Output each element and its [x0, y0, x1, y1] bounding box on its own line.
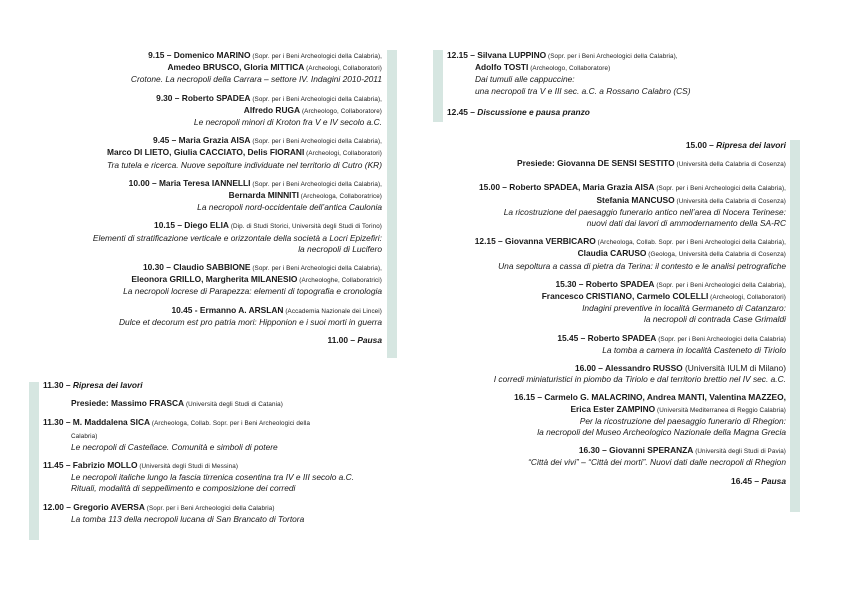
entry-line [60, 160, 382, 171]
speaker-text: 11.30 – [43, 380, 73, 390]
schedule-entry [43, 380, 383, 391]
talk-title: La necropoli nord-occidentale dell’antica Caulonia [197, 202, 382, 213]
affiliation-text: (Dip. di Studi Storici, Università degli Studi di Torino) [228, 223, 382, 231]
affiliation-text: (Università degli Studi di Messina) [137, 463, 239, 471]
talk-title: nuovi dati dai lavori di ammodernamento della SA-RC [586, 218, 786, 229]
entry-line [420, 333, 786, 345]
entry-line [60, 117, 382, 128]
talk-title: la necropoli del Museo Archeologico Nazionale della Magna Grecia [537, 427, 786, 438]
schedule-entry [60, 178, 382, 214]
affiliation-text: (Università della Calabria di Cosenza) [674, 161, 786, 169]
entry-line [60, 147, 382, 159]
entry-line [420, 404, 786, 416]
affiliation-text: (Sopr. per i Beni Archeologici della Calabria), [250, 138, 382, 146]
entry-line [420, 457, 786, 468]
entry-line [60, 244, 382, 255]
entry-line [447, 50, 787, 62]
schedule-entry [420, 333, 786, 356]
entry-line [60, 274, 382, 286]
session-text: Ripresa dei lavori [716, 140, 786, 150]
talk-title: la necropoli di Lucifero [298, 243, 382, 254]
speaker-text: 12.00 – Gregorio AVERSA [43, 501, 145, 512]
talk-title: Indagini preventive in località Germaneto di Catanzaro: [582, 303, 786, 314]
schedule-entry [43, 460, 383, 495]
affiliation-text: (Sopr. per i Beni Archeologici della Calabria), [250, 53, 382, 60]
entry-line [60, 178, 382, 190]
speaker-text: 10.45 - Ermanno A. ARSLAN [171, 304, 284, 315]
schedule-entry [60, 262, 382, 298]
entry-line [420, 392, 786, 403]
talk-title: La tomba 113 della necropoli lucana di San Brancato di Tortora [71, 513, 305, 524]
talk-title: Una sepoltura a cassa di pietra da Terina: il contesto e le analisi petrografiche [498, 260, 786, 271]
speaker-text: 12.15 – Giovanna VERBICARO [474, 236, 596, 247]
speaker-text: 11.00 – [327, 335, 358, 346]
affiliation-text: (Sopr. per i Beni Archeologici della Calabria), [250, 265, 382, 273]
schedule-entry [420, 476, 786, 487]
entry-line [420, 236, 786, 248]
entry-line [43, 472, 383, 483]
session-text: Pausa [761, 475, 786, 486]
accent-bar-right-top [433, 50, 443, 122]
session-text: Ripresa dei lavori [72, 380, 143, 390]
affiliation-text: (Archeologo, Collaboratore) [300, 107, 382, 115]
schedule-entry [447, 107, 787, 118]
entry-line [420, 291, 786, 303]
entry-line [420, 158, 786, 170]
affiliation-text: (Archeologi, Collaboratori) [304, 150, 382, 158]
talk-title: Dai tumuli alle cappuccine: [475, 74, 575, 85]
speaker-text: Francesco CRISTIANO, Carmelo COLELLI [541, 291, 709, 302]
schedule-entry [60, 50, 382, 86]
talk-title: La ricostruzione del paesaggio funerario antico nell’area di Nocera Terinese: [503, 206, 786, 217]
schedule-right-top [447, 50, 787, 125]
entry-line [43, 380, 383, 391]
speaker-text: Adolfo TOSTI [475, 62, 529, 73]
speaker-text: Claudia CARUSO [577, 248, 647, 259]
entry-line [420, 445, 786, 457]
entry-line [420, 416, 786, 427]
entry-line [420, 140, 786, 151]
affiliation-text: (Accademia Nazionale dei Lincei) [283, 307, 382, 315]
entry-line [447, 62, 787, 74]
entry-line [60, 220, 382, 232]
speaker-text: 9.45 – Maria Grazia AISA [153, 135, 251, 146]
entry-line [420, 314, 786, 325]
affiliation-text: (Geologa, Università della Calabria di Cosenza) [646, 251, 786, 259]
entry-line [420, 363, 786, 374]
entry-line [420, 427, 786, 438]
talk-title: la necropoli di contrada Case Grimaldi [644, 314, 786, 325]
entry-line [60, 105, 382, 117]
talk-title: Tra tutela e ricerca. Nuove sepolture individuate nel territorio di Cutro (KR) [107, 159, 382, 170]
talk-title: Rituali, modalità di seppellimento e composizione dei corredi [71, 483, 296, 494]
speaker-text: 9.30 – Roberto SPADEA [156, 92, 251, 103]
talk-title: Le necropoli di Castellace. Comunità e simboli di potere [71, 441, 278, 452]
schedule-entry [60, 305, 382, 328]
entry-line [43, 442, 383, 453]
entry-line [43, 483, 383, 494]
entry-line [447, 107, 787, 118]
entry-line [43, 430, 383, 442]
affiliation-text: (Archeologi, Collaboratori) [304, 65, 382, 73]
affiliation-text: (Sopr. per i Beni Archeologici della Calabria), [654, 281, 786, 289]
speaker-text: 12.15 – Silvana LUPPINO [447, 50, 547, 60]
speaker-text: 10.30 – Claudio SABBIONE [142, 262, 251, 273]
affiliation-text: (Sopr. per i Beni Archeologici della Calabria), [250, 180, 382, 188]
entry-line [60, 135, 382, 147]
schedule-entry [420, 140, 786, 151]
speaker-text: 12.45 – [447, 106, 478, 117]
entry-line [420, 195, 786, 207]
entry-line [447, 74, 787, 85]
speaker-text: 16.00 – Alessandro RUSSO [574, 363, 683, 374]
entry-line [60, 93, 382, 105]
entry-line [420, 218, 786, 229]
entry-line [420, 207, 786, 218]
affiliation-text: (Archeologa, Collab. Sopr. per i Beni Archeologici della Calabria), [595, 239, 786, 247]
entry-line [60, 190, 382, 202]
schedule-entry [420, 445, 786, 468]
talk-title: Le necropoli italiche lungo la fascia tirrenica cosentina tra IV e III secolo a.C. [71, 472, 355, 483]
affiliation-text: (Università IULM di Milano) [682, 363, 786, 374]
affiliation-text: (Sopr. per i Beni Archeologici della Calabria) [656, 335, 786, 343]
affiliation-text: (Sopr. per i Beni Archeologici della Calabria), [654, 185, 786, 193]
entry-line [43, 460, 383, 472]
speaker-text: 10.00 – Maria Teresa IANNELLI [128, 177, 251, 188]
entry-line [420, 345, 786, 356]
speaker-text: 16.45 – [731, 475, 762, 486]
schedule-right-bottom [420, 140, 786, 494]
accent-bar-left-top [387, 50, 397, 358]
affiliation-text: Calabria) [71, 432, 98, 440]
schedule-entry [420, 279, 786, 326]
speaker-text: 10.15 – Diego ELIA [154, 220, 229, 231]
speaker-text: Stefania MANCUSO [596, 194, 675, 205]
accent-bar-left-bottom [29, 382, 39, 540]
entry-line [60, 305, 382, 317]
affiliation-text: (Archeologo, Collaboratore) [528, 65, 611, 73]
schedule-entry [420, 236, 786, 272]
entry-line [60, 202, 382, 213]
speaker-text: Bernarda MINNITI [228, 190, 299, 201]
schedule-entry [420, 182, 786, 229]
schedule-left-top [60, 50, 382, 353]
speaker-text: Marco DI LIETO, Giulia CACCIATO, Delis FIORANI [106, 147, 305, 158]
schedule-entry [420, 392, 786, 438]
entry-line [447, 86, 787, 97]
affiliation-text: (Università della Calabria di Cosenza) [674, 197, 786, 205]
accent-bar-right-bottom [790, 140, 800, 512]
speaker-text: 9.15 – Domenico MARINO [148, 50, 251, 60]
entry-line [420, 476, 786, 487]
entry-line [60, 62, 382, 74]
entry-line [420, 261, 786, 272]
affiliation-text: (Università degli Studi di Pavia) [693, 448, 786, 456]
schedule-entry [60, 335, 382, 346]
schedule-entry [60, 135, 382, 171]
speaker-text: Alfredo RUGA [243, 104, 301, 115]
affiliation-text: (Archeologi, Collaboratori) [708, 294, 786, 302]
entry-line [60, 50, 382, 62]
session-text: Discussione e pausa pranzo [477, 106, 590, 117]
schedule-entry [420, 158, 786, 170]
affiliation-text: (Sopr. per i Beni Archeologici della Calabria), [250, 95, 382, 103]
affiliation-text: (Sopr. per i Beni Archeologici della Calabria), [546, 53, 678, 60]
entry-line [60, 286, 382, 297]
speaker-text: 11.30 – M. Maddalena SICA [43, 417, 151, 428]
speaker-text: Eleonora GRILLO, Margherita MILANESIO [131, 274, 298, 285]
entry-line [420, 182, 786, 194]
entry-line [420, 248, 786, 260]
talk-title: La tomba a camera in località Casteneto di Tiriolo [602, 344, 786, 355]
affiliation-text: (Archeologhe, Collaboratrici) [297, 277, 382, 285]
affiliation-text: (Sopr. per i Beni Archeologici della Calabria) [144, 504, 275, 512]
speaker-text: 11.45 – Fabrizio MOLLO [43, 460, 138, 471]
entry-line [43, 514, 383, 525]
schedule-entry [60, 220, 382, 255]
entry-line [43, 417, 383, 429]
speaker-text: 15.45 – Roberto SPADEA [557, 332, 657, 343]
entry-line [60, 317, 382, 328]
entry-line [60, 233, 382, 244]
talk-title: una necropoli tra V e III sec. a.C. a Rossano Calabro (CS) [475, 85, 691, 96]
schedule-entry [43, 417, 383, 453]
speaker-text: 15.00 – Roberto SPADEA, Maria Grazia AISA [479, 182, 655, 193]
speaker-text: 15.30 – Roberto SPADEA [555, 278, 655, 289]
talk-title: Crotone. La necropoli della Carrara – settore IV. Indagini 2010-2011 [130, 74, 382, 85]
affiliation-text: (Archeologa, Collab. Sopr. per i Beni Archeologici della [150, 420, 311, 428]
talk-title: Per la ricostruzione del paesaggio funerario di Rhegion: [579, 415, 786, 426]
speaker-text: Amedeo BRUSCO, Gloria MITTICA [167, 62, 305, 73]
entry-line [43, 502, 383, 514]
talk-title: Le necropoli minori di Kroton fra V e IV secolo a.C. [193, 117, 382, 128]
schedule-entry [60, 93, 382, 129]
affiliation-text: (Archeologa, Collaboratrice) [298, 193, 382, 201]
speaker-text: 16.30 – Giovanni SPERANZA [578, 445, 694, 456]
entry-line [420, 374, 786, 385]
talk-title: La necropoli locrese di Parapezza: elementi di topografia e cronologia [123, 286, 382, 297]
session-text: Pausa [357, 335, 382, 346]
affiliation-text: (Università Mediterranea di Reggio Calabria) [655, 406, 786, 414]
entry-line [420, 279, 786, 291]
schedule-left-bottom [43, 380, 383, 532]
talk-title: “Città dei vivi” – “Città dei morti”. Nuovi dati dalle necropoli di Rhegion [528, 457, 786, 468]
schedule-entry [447, 50, 787, 97]
schedule-entry [43, 502, 383, 525]
talk-title: I corredi miniaturistici in piombo da Tiriolo e dal territorio brettio nel IV sec. a.C. [493, 374, 786, 385]
entry-line [71, 398, 383, 410]
schedule-entry [43, 398, 383, 410]
speaker-text: 16.15 – Carmelo G. MALACRINO, Andrea MANTI, Valentina MAZZEO, [514, 392, 786, 403]
entry-line [60, 262, 382, 274]
entry-line [60, 74, 382, 85]
speaker-text: Presiede: Giovanna DE SENSI SESTITO [517, 158, 675, 169]
entry-line [60, 335, 382, 346]
speaker-text: 15.00 – [685, 140, 717, 150]
affiliation-text: (Università degli Studi di Catania) [184, 401, 283, 409]
talk-title: Elementi di stratificazione verticale e orizzontale della società a Locri Epizefiri: [92, 232, 382, 243]
schedule-entry [420, 363, 786, 385]
speaker-text: Presiede: Massimo FRASCA [71, 398, 185, 409]
talk-title: Dulce et decorum est pro patria mori: Hipponion e i suoi morti in guerra [118, 316, 382, 327]
entry-line [420, 303, 786, 314]
speaker-text: Erica Ester ZAMPINO [570, 403, 656, 414]
